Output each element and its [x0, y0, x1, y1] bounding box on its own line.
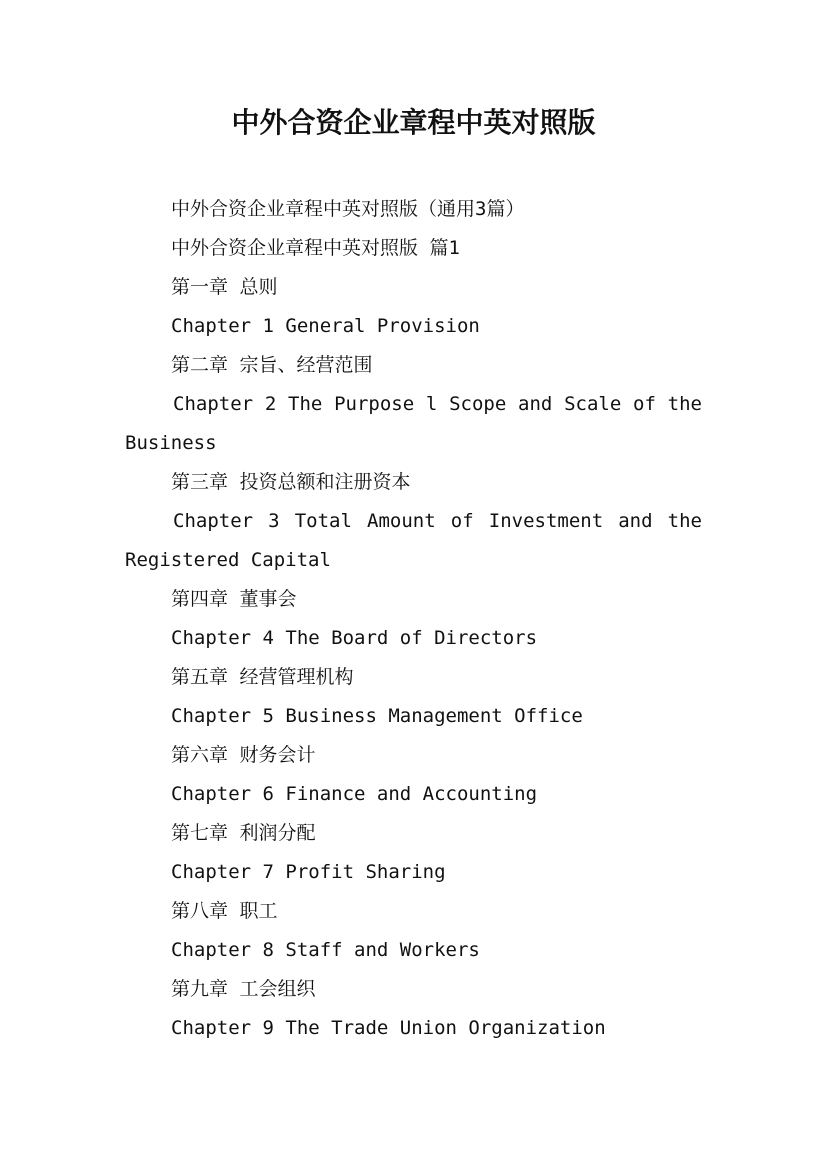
chapter-5-en: Chapter 5 Business Management Office	[171, 705, 583, 727]
chapter-2-zh: 第二章 宗旨、经营范围	[171, 354, 373, 376]
chapter-8-zh: 第八章 职工	[171, 900, 278, 922]
chapter-3-en: Chapter 3 Total Amount of Investment and the Registered Capital	[125, 510, 702, 571]
chapter-5-zh: 第五章 经营管理机构	[171, 666, 354, 688]
paragraph-subtitle: 中外合资企业章程中英对照版（通用3篇）	[171, 198, 525, 220]
chapter-6-zh: 第六章 财务会计	[171, 744, 316, 766]
chapter-7-en: Chapter 7 Profit Sharing	[171, 861, 446, 883]
document-title: 中外合资企业章程中英对照版	[231, 106, 596, 139]
paragraph-part-heading: 中外合资企业章程中英对照版 篇1	[171, 237, 460, 259]
chapter-4-en: Chapter 4 The Board of Directors	[171, 627, 538, 649]
chapter-9-zh: 第九章 工会组织	[171, 978, 316, 1000]
document-body	[125, 190, 702, 1048]
chapter-9-en: Chapter 9 The Trade Union Organization	[171, 1017, 606, 1039]
chapter-4-zh: 第四章 董事会	[171, 588, 297, 610]
chapter-7-zh: 第七章 利润分配	[171, 822, 316, 844]
chapter-1-zh: 第一章 总则	[171, 276, 278, 298]
chapter-2-en: Chapter 2 The Purpose l Scope and Scale of the Business	[125, 393, 702, 454]
chapter-6-en: Chapter 6 Finance and Accounting	[171, 783, 538, 805]
chapter-8-en: Chapter 8 Staff and Workers	[171, 939, 480, 961]
chapter-3-zh: 第三章 投资总额和注册资本	[171, 471, 411, 493]
chapter-1-en: Chapter 1 General Provision	[171, 315, 480, 337]
